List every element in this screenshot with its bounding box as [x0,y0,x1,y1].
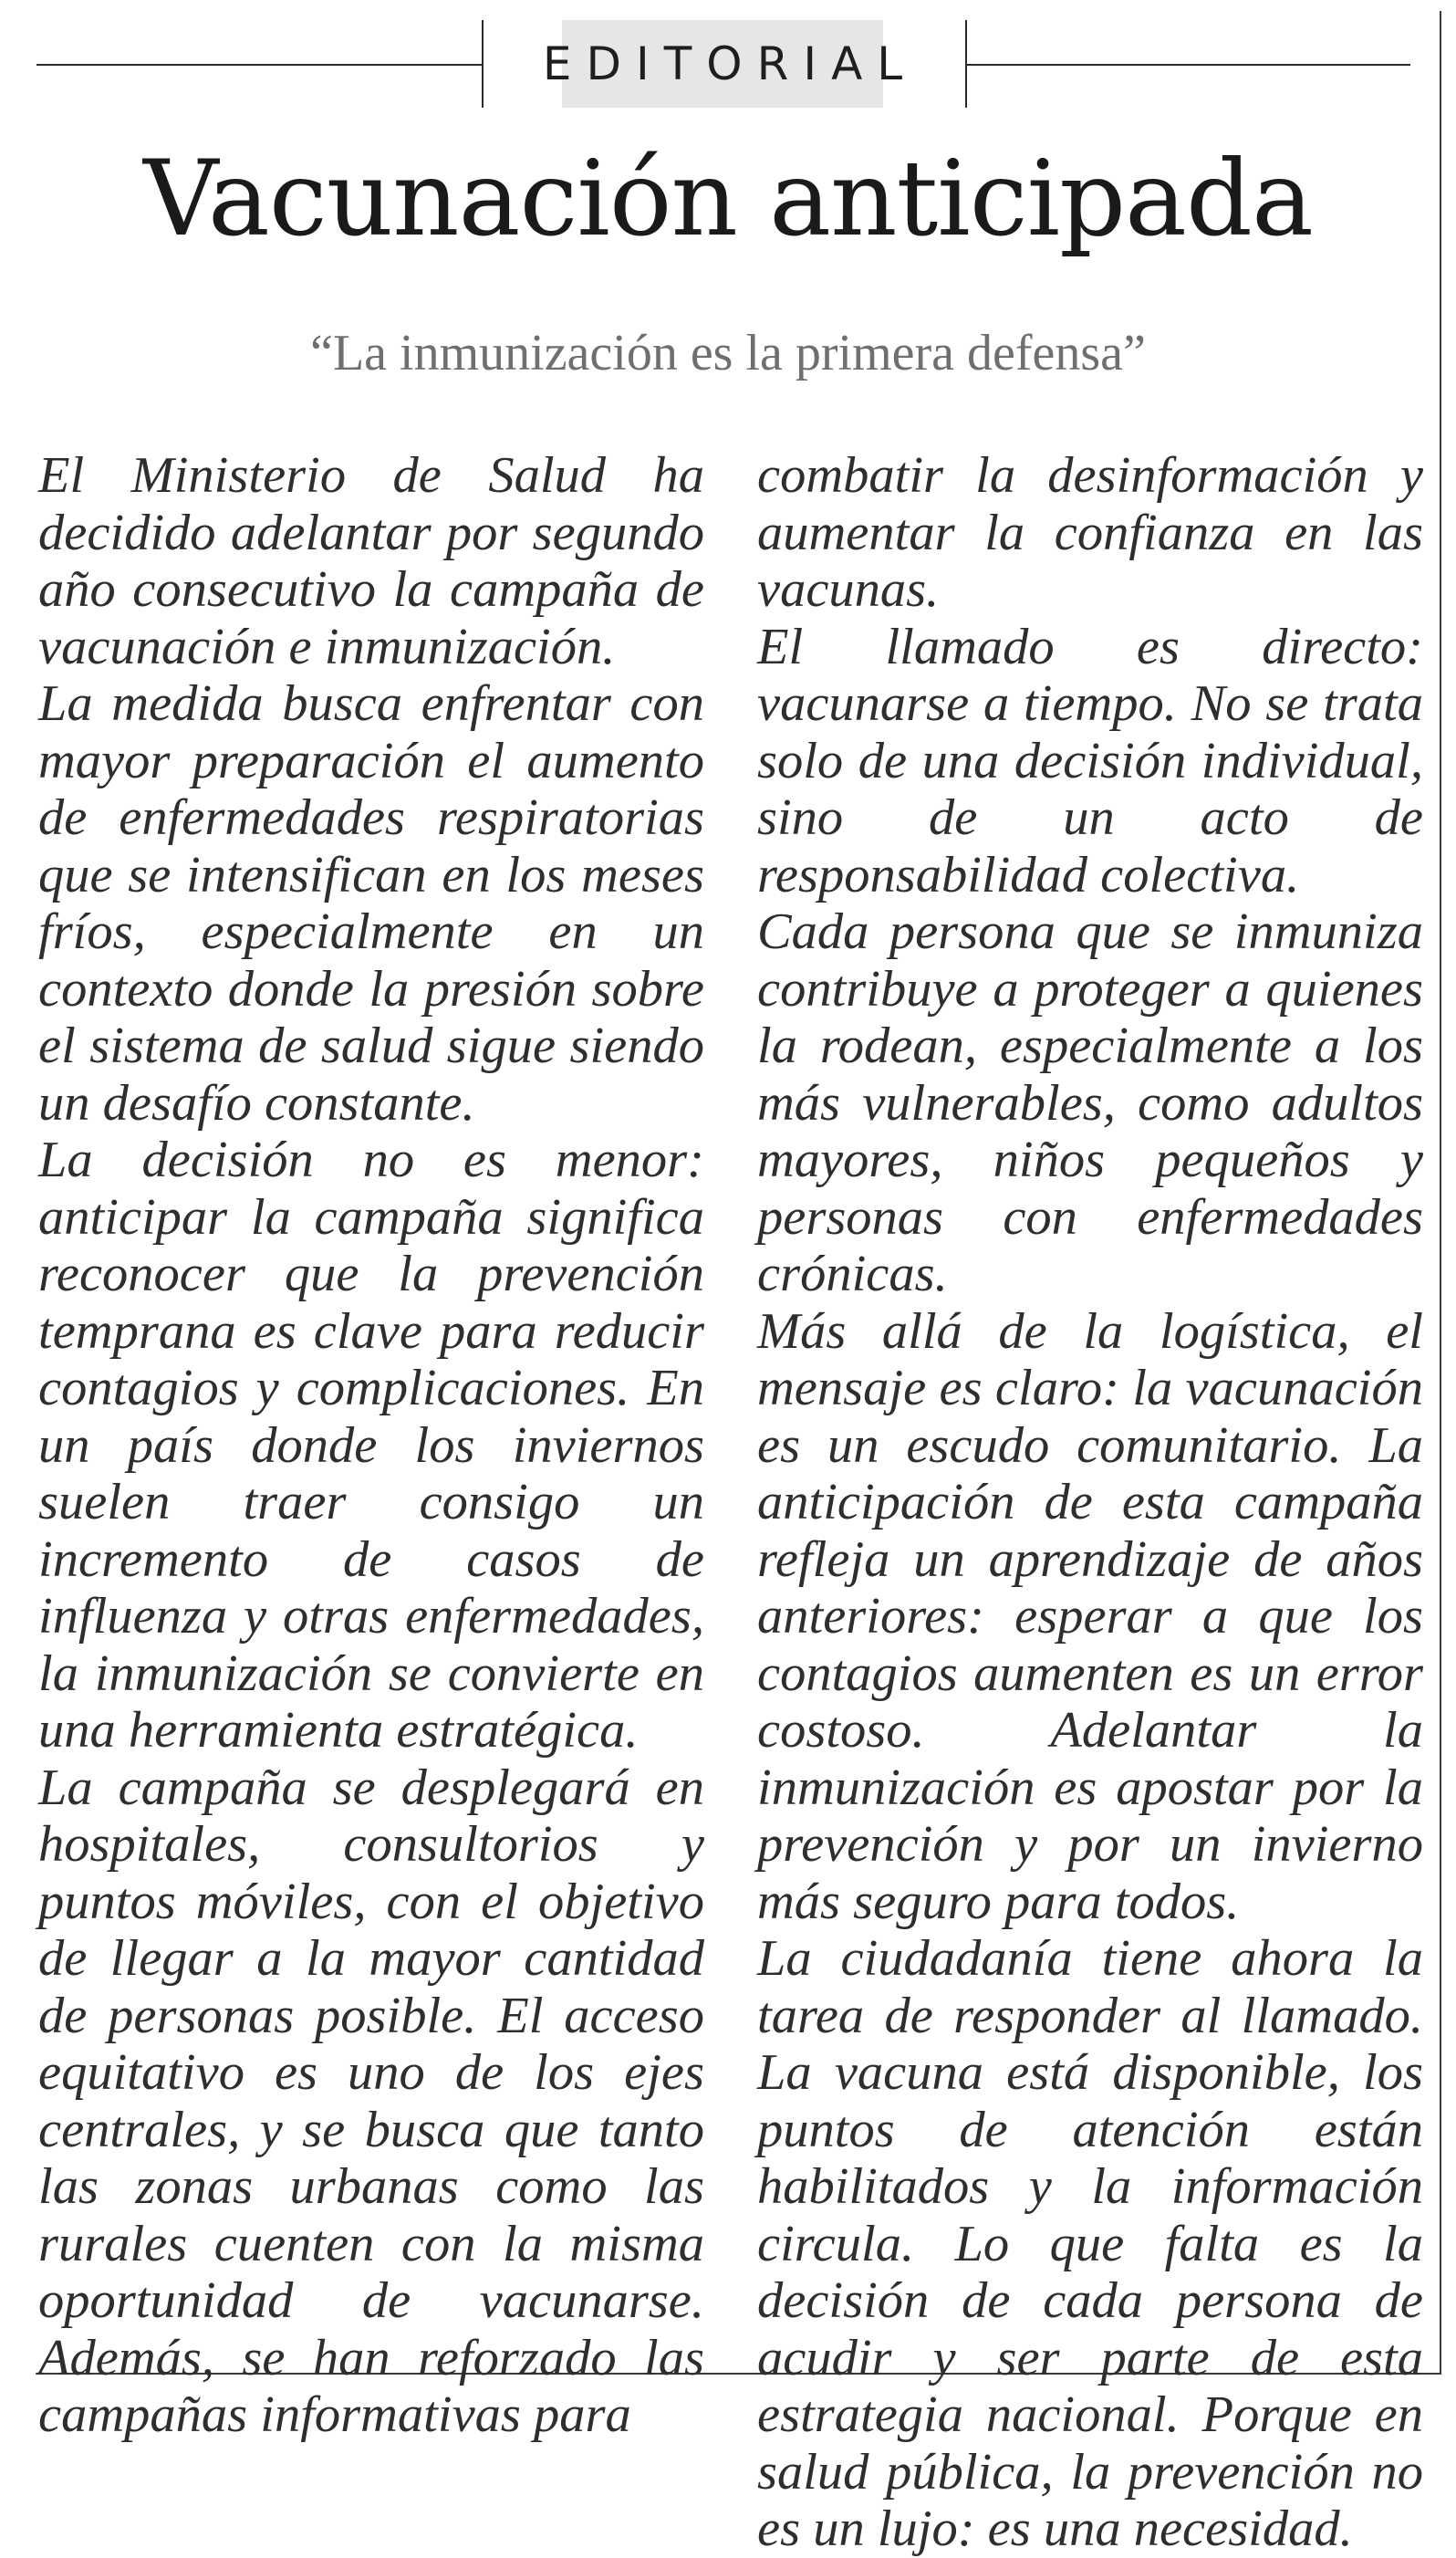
header-rule-right [967,64,1410,66]
header-rule-left [36,64,482,66]
paragraph: La decisión no es menor: anticipar la campaña significa reconocer que la prevención temprana es clave para reducir contagios y complicaciones. En un país donde los inviernos suelen traer consigo un incremento de casos de influenza y otras enfermedades, la inmunización se convierte en una herramienta estratégica. [38,1132,704,1759]
section-header [0,20,1456,108]
paragraph: El Ministerio de Salud ha decidido adelantar por segundo año consecutivo la campaña de vacunación e inmunización. [38,447,704,675]
paragraph: Más allá de la logística, el mensaje es claro: la vacunación es un escudo comunitario. La anticipación de esta campaña refleja un aprendizaje de años anteriores: esperar a que los contagios aumenten es un error costoso. Adelantar la inmunización es apostar por la prevención y por un invierno más seguro para todos. [757,1302,1423,1930]
headline: Vacunación anticipada [143,138,1313,259]
paragraph: El llamado es directo: vacunarse a tiempo. No se trata solo de una decisión individual, sino de un acto de responsabilidad colectiva. [757,618,1423,903]
paragraph: La campaña se desplegará en hospitales, consultorios y puntos móviles, con el objetivo de llegar a la mayor cantidad de personas posible. El acceso equitativo es uno de los ejes centrales, y se busca que tanto las zonas urbanas como las rurales cuenten con la misma oportunidad de vacunarse. Además, se han reforzado las campañas informativas para [38,1759,704,2443]
paragraph: combatir la desinformación y aumentar la confianza en las vacunas. [757,447,1423,618]
paragraph: La medida busca enfrentar con mayor preparación el aumento de enfermedades respiratorias que se intensifican en los meses fríos, especialmente en un contexto donde la presión sobre el sistema de salud sigue siendo un desafío constante. [38,675,704,1132]
subhead-quote: “La inmunización es la primera defensa” [310,325,1146,381]
paragraph: Cada persona que se inmuniza contribuye a proteger a quienes la rodean, especialmente a los más vulnerables, como adultos mayores, niños pequeños y personas con enfermedades crónicas. [757,903,1423,1302]
paragraph: La ciudadanía tiene ahora la tarea de responder al llamado. La vacuna está disponible, los puntos de atención están habilitados y la información circula. Lo que falta es la decisión de cada persona de acudir y ser parte de esta estrategia nacional. Porque en salud pública, la prevención no es un lujo: es una necesidad. [757,1930,1423,2557]
header-tick-left [482,20,484,108]
article-column-left [38,447,704,2444]
section-label: EDITORIAL [562,20,883,108]
article-column-right [757,447,1423,2558]
